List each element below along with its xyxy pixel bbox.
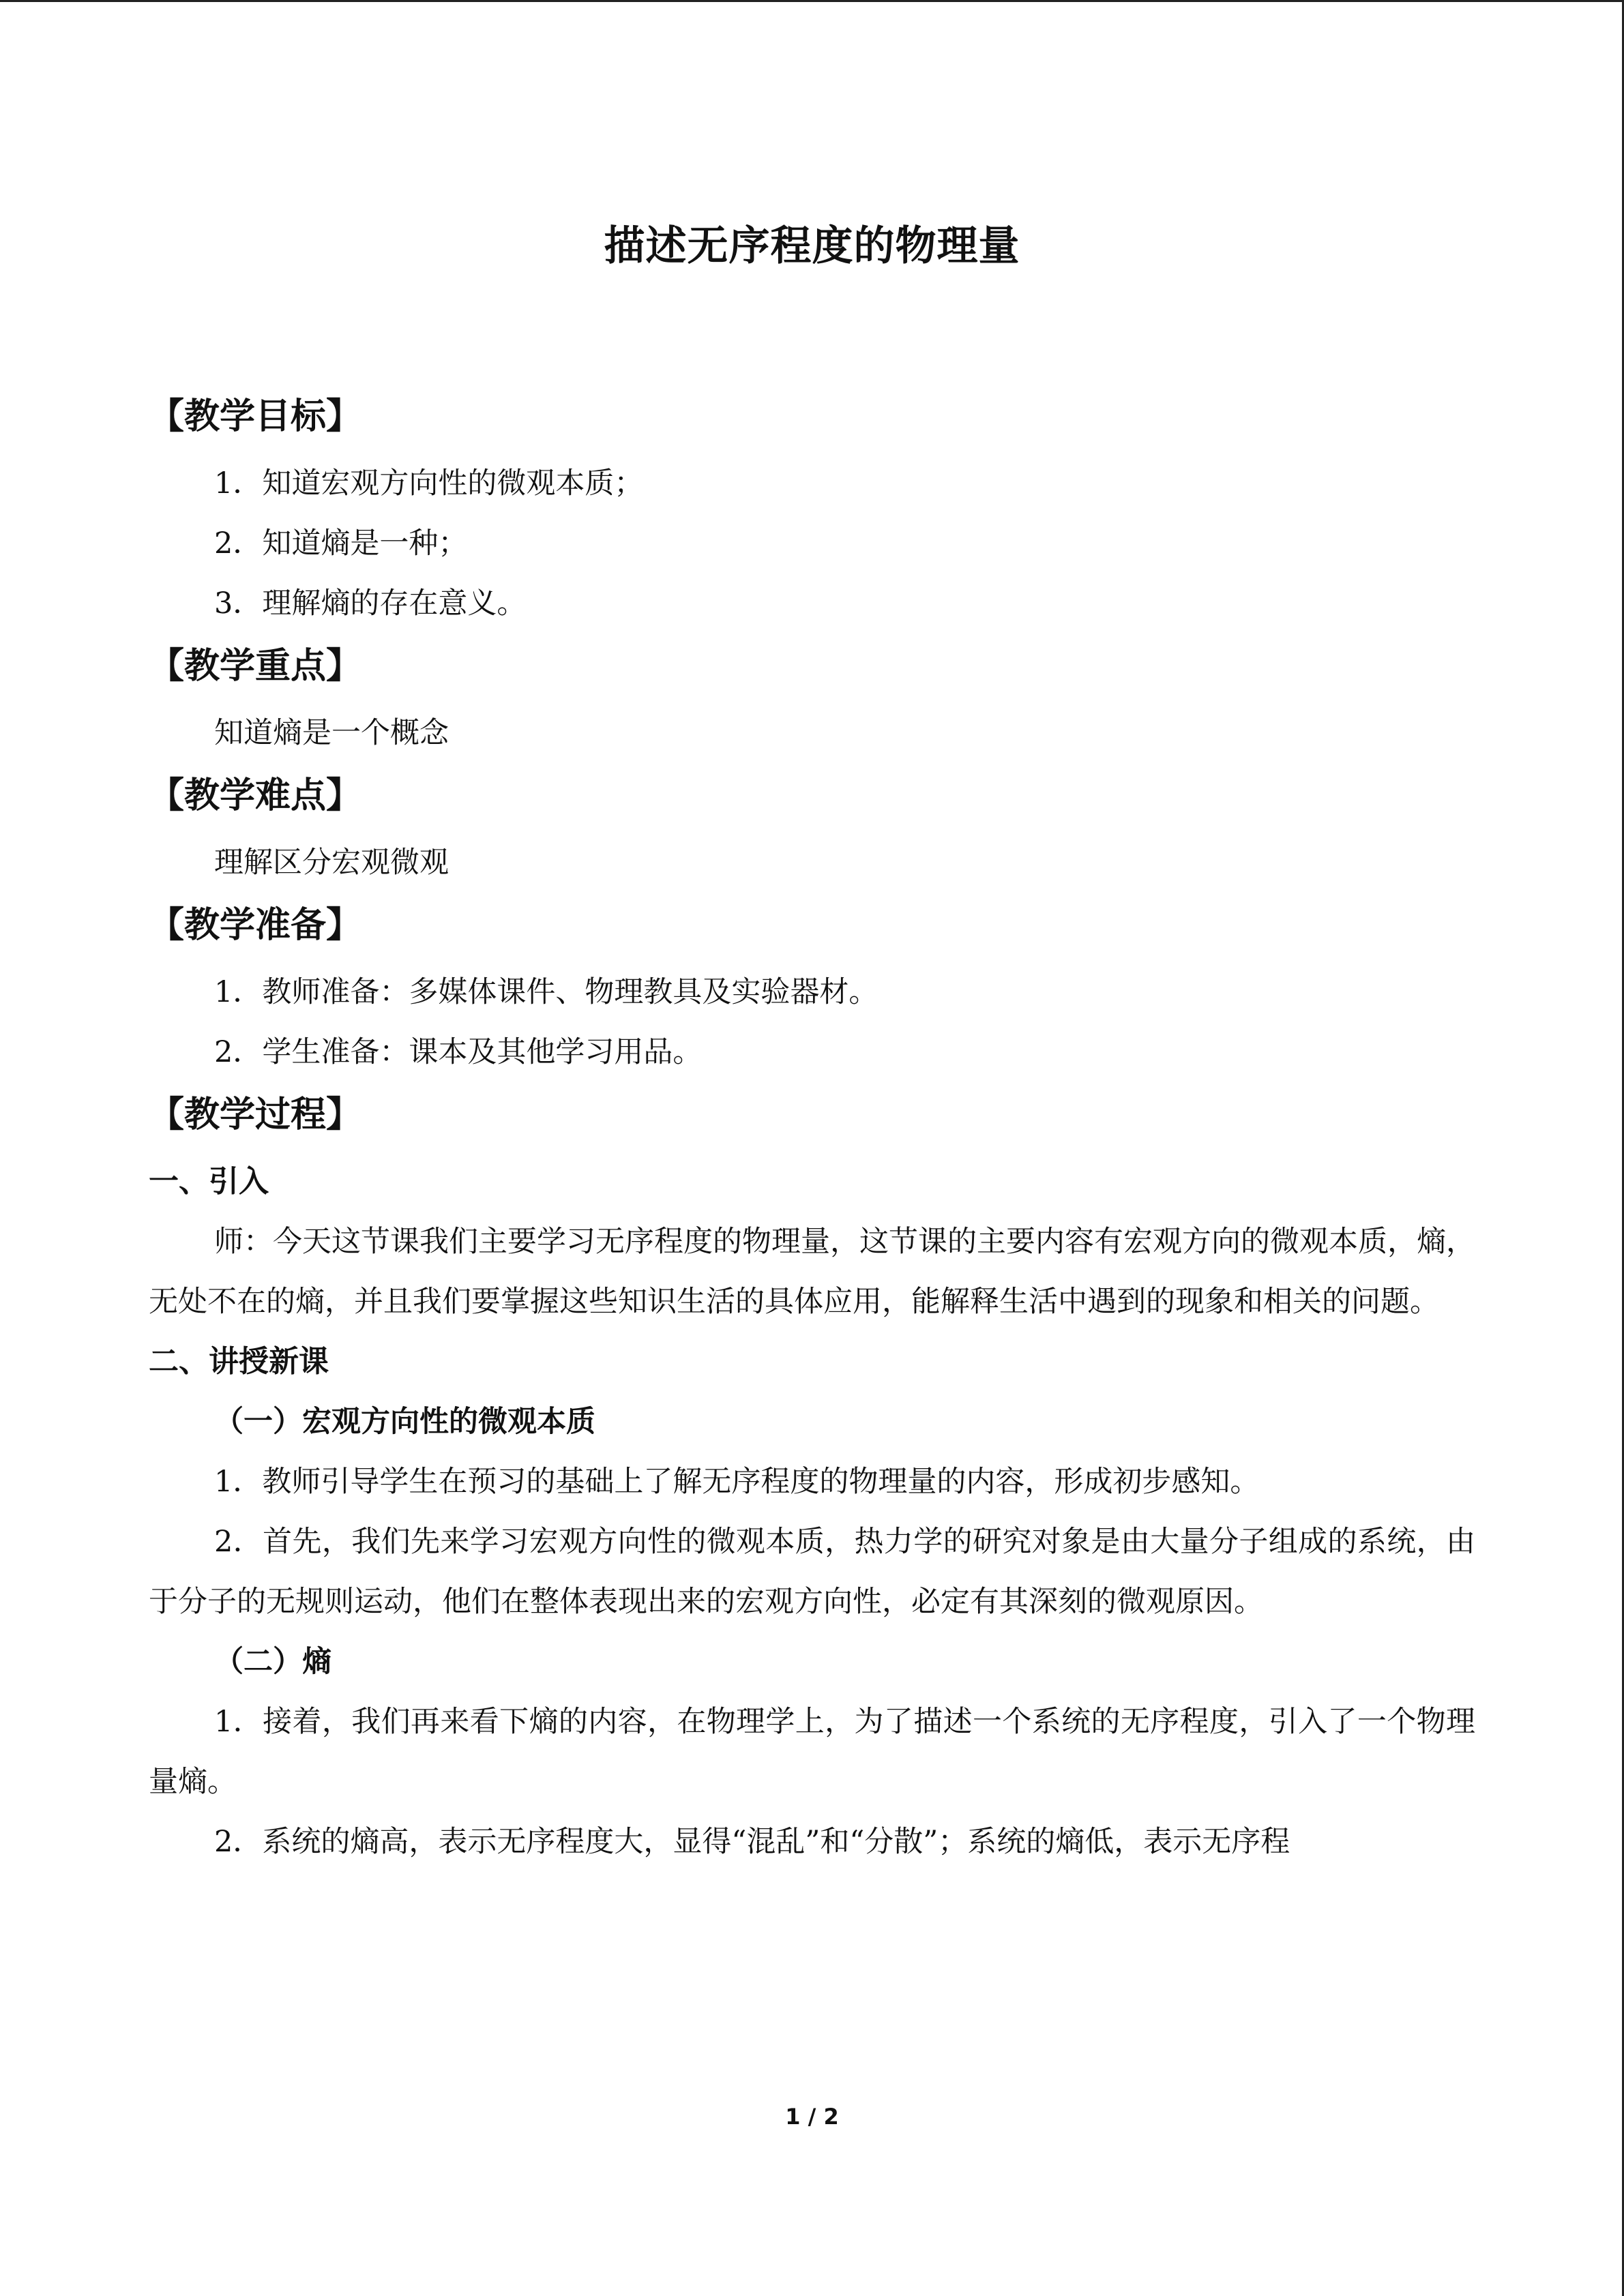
- section-difficulties: [149, 763, 1475, 893]
- section-key-points: [149, 633, 1475, 763]
- section-preparation: [149, 893, 1475, 1082]
- section-process: [149, 1082, 1475, 1872]
- preparation-item: 2．学生准备：课本及其他学习用品。: [214, 1035, 703, 1069]
- part2-paragraph: 1．接着，我们再来看下熵的内容，在物理学上，为了描述一个系统的无序程度，引入了一个物理量熵。: [149, 1705, 1475, 1799]
- section-heading-preparation: 【教学准备】: [149, 905, 362, 946]
- section-heading-goals: 【教学目标】: [149, 396, 362, 437]
- key-points-text: 知道熵是一个概念: [214, 716, 449, 750]
- process-new-lesson-heading: 二、讲授新课: [149, 1344, 329, 1379]
- part1-paragraph: 1．教师引导学生在预习的基础上了解无序程度的物理量的内容，形成初步感知。: [214, 1465, 1260, 1499]
- part2-heading: （二）熵: [214, 1645, 331, 1679]
- difficulties-text: 理解区分宏观微观: [214, 846, 449, 880]
- goal-item: 1．知道宏观方向性的微观本质；: [214, 466, 644, 501]
- goal-item: 3．理解熵的存在意义。: [214, 586, 527, 621]
- section-heading-process: 【教学过程】: [149, 1094, 362, 1135]
- section-heading-difficulties: 【教学难点】: [149, 775, 362, 816]
- part1-paragraph: 2．首先，我们先来学习宏观方向性的微观本质，热力学的研究对象是由大量分子组成的系统，由于分子的无规则运动，他们在整体表现出来的宏观方向性，必定有其深刻的微观原因。: [149, 1525, 1475, 1619]
- section-teaching-goals: [149, 384, 1475, 633]
- process-intro-heading: 一、引入: [149, 1164, 269, 1199]
- part2-paragraph: 2．系统的熵高，表示无序程度大，显得“混乱”和“分散”；系统的熵低，表示无序程: [214, 1825, 1290, 1859]
- document-title: 描述无序程度的物理量: [604, 222, 1020, 270]
- process-intro-text: 师：今天这节课我们主要学习无序程度的物理量，这节课的主要内容有宏观方向的微观本质，熵，无处不在的熵，并且我们要掌握这些知识生活的具体应用，能解释生活中遇到的现象和相关的问题。: [149, 1225, 1475, 1319]
- page-number: 1 / 2: [785, 2104, 839, 2130]
- section-heading-key-points: 【教学重点】: [149, 646, 362, 687]
- document-body: [149, 384, 1475, 1872]
- part1-heading: （一）宏观方向性的微观本质: [214, 1405, 595, 1439]
- goal-item: 2．知道熵是一种；: [214, 526, 468, 561]
- preparation-item: 1．教师准备：多媒体课件、物理教具及实验器材。: [214, 975, 879, 1009]
